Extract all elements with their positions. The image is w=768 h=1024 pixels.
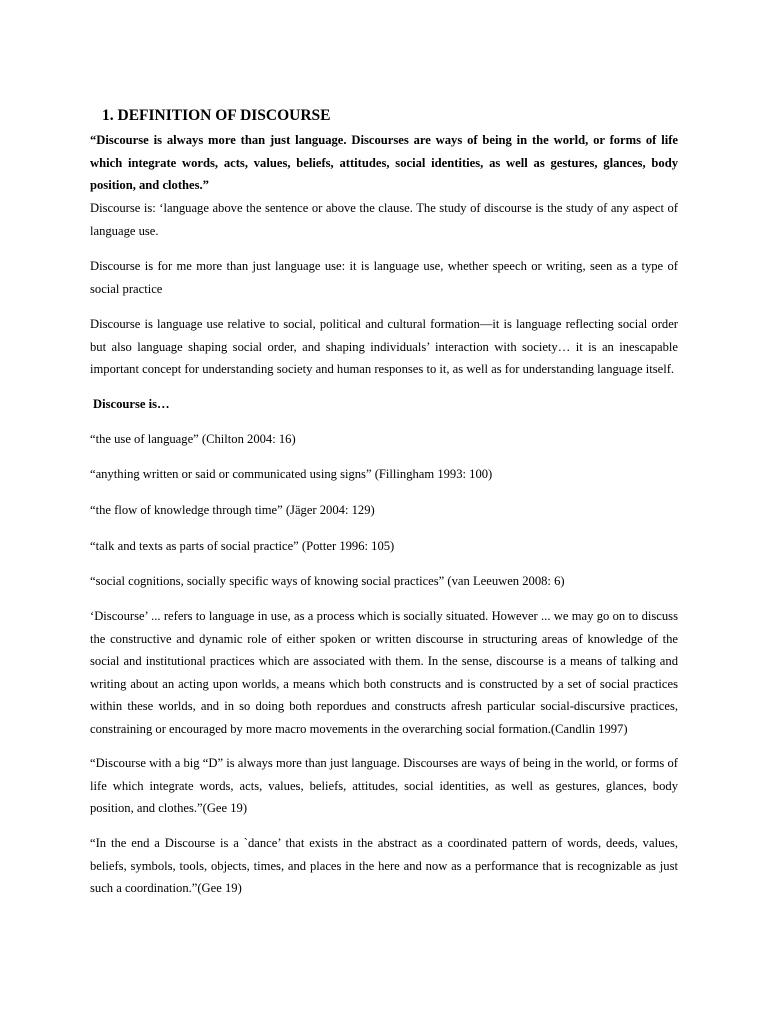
definition-item: “anything written or said or communicated using signs” (Fillingham 1993: 100): [90, 467, 493, 481]
paragraph-gee-1: “Discourse with a big “D” is always more than just language. Discourses are ways of being in the world, or forms of life which integrate words, acts, values, beliefs, attitudes, social identities, as well as gestures, glances, body position, and clothes.”(Gee 19): [90, 756, 678, 815]
paragraph-gee-2: “In the end a Discourse is a `dance’ that exists in the abstract as a coordinated pattern of words, deeds, values, beliefs, symbols, tools, objects, times, and places in the here and now as a performance that is recognizable as just such a coordination.”(Gee 19): [90, 836, 678, 895]
section-heading: 1. DEFINITION OF DISCOURSE: [102, 107, 331, 124]
paragraph-3: Discourse is language use relative to social, political and cultural formation—it is language reflecting social order but also language shaping social order, and shaping individuals’ interaction with society… it is an inescapable important concept for understanding society and human responses to it, as well as for understanding language itself.: [90, 317, 678, 376]
definition-item: “social cognitions, socially specific ways of knowing social practices” (van Leeuwen 2008: 6): [90, 574, 565, 588]
definition-item: “talk and texts as parts of social practice” (Potter 1996: 105): [90, 539, 395, 553]
paragraph-2: Discourse is for me more than just language use: it is language use, whether speech or writing, seen as a type of social practice: [90, 259, 678, 296]
paragraph-1: Discourse is: ‘language above the sentence or above the clause. The study of discourse is the study of any aspect of language use.: [90, 201, 678, 238]
definition-item: “the use of language” (Chilton 2004: 16): [90, 432, 296, 446]
paragraph-candlin: ‘Discourse’ ... refers to language in use, as a process which is socially situated. However ... we may go on to discuss the constructive and dynamic role of either spoken or written discourse in structuring areas of knowledge of the social and institutional practices which are associated with them. In the sense, discourse is a means of talking and writing about an acting upon worlds, a means which both constructs and is constructed by a set of social practices within these worlds, and in so doing both repordues and constructs afresh particular social-discursive practices, constraining or encouraged by more macro movements in the overarching social formation.(Candlin 1997): [90, 609, 678, 736]
definition-item: “the flow of knowledge through time” (Jäger 2004: 129): [90, 503, 375, 517]
subheading: Discourse is…: [93, 397, 170, 411]
bold-quote: “Discourse is always more than just language. Discourses are ways of being in the world, or forms of life which integrate words, acts, values, beliefs, attitudes, social identities, as well as gestures, glances, body position, and clothes.”: [90, 133, 678, 192]
